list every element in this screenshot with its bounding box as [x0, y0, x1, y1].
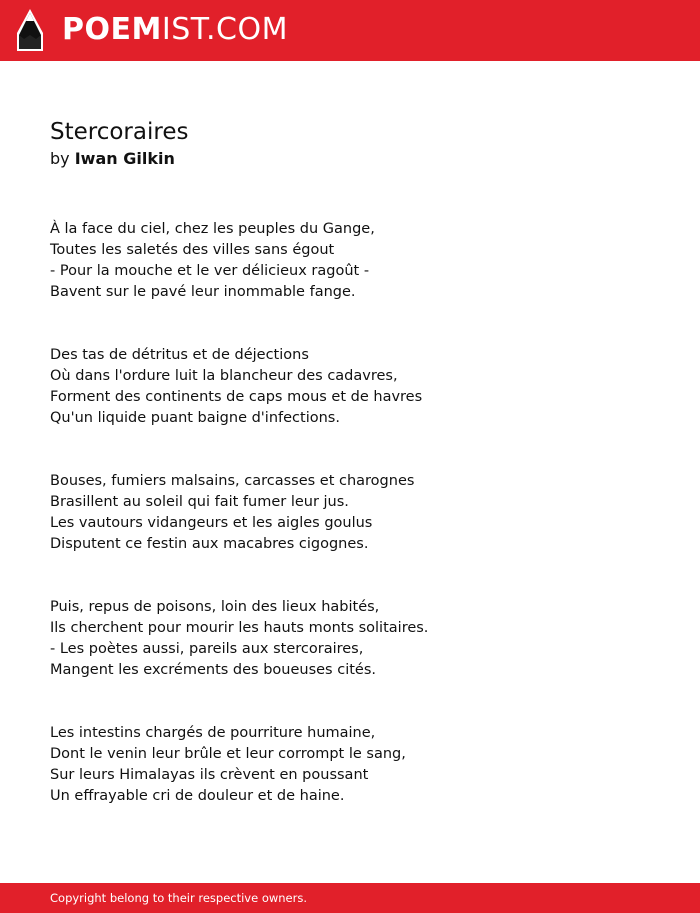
- stanza: [50, 723, 670, 807]
- poem-line: Ils cherchent pour mourir les hauts monts solitaires.: [50, 620, 429, 636]
- poem-line: Brasillent au soleil qui fait fumer leur jus.: [50, 494, 349, 510]
- poem-line: Toutes les saletés des villes sans égout: [50, 242, 335, 258]
- poem-line: Disputent ce festin aux macabres cigognes.: [50, 536, 369, 552]
- site-header: [0, 0, 700, 61]
- poem-line: Dont le venin leur brûle et leur corrompt le sang,: [50, 746, 406, 762]
- stanza: [50, 345, 670, 429]
- pencil-tip-icon[interactable]: [17, 9, 43, 51]
- poem-line: Les vautours vidangeurs et les aigles goulus: [50, 515, 373, 531]
- poem-line: Un effrayable cri de douleur et de haine.: [50, 788, 345, 804]
- poem-line: Mangent les excréments des boueuses cités.: [50, 662, 376, 678]
- site-logo[interactable]: [62, 12, 288, 48]
- poem-title: Stercoraires: [50, 119, 189, 145]
- poem-line: Bouses, fumiers malsains, carcasses et charognes: [50, 473, 415, 489]
- site-footer: [0, 883, 700, 913]
- author-name: Iwan Gilkin: [74, 149, 175, 168]
- brand-light: IST.COM: [161, 12, 288, 47]
- poem-line: Qu'un liquide puant baigne d'infections.: [50, 410, 340, 426]
- stanza: [50, 471, 670, 555]
- copyright-text: Copyright belong to their respective owners.: [50, 891, 308, 905]
- by-label: by: [50, 149, 70, 168]
- poem-line: Puis, repus de poisons, loin des lieux habités,: [50, 599, 380, 615]
- byline: [50, 148, 175, 170]
- poem-line: Bavent sur le pavé leur inommable fange.: [50, 284, 356, 300]
- poem-line: À la face du ciel, chez les peuples du Gange,: [50, 221, 375, 237]
- poem-body: [50, 219, 670, 849]
- stanza: [50, 597, 670, 681]
- poem-line: Forment des continents de caps mous et de havres: [50, 389, 423, 405]
- poem-line: - Pour la mouche et le ver délicieux ragoût -: [50, 263, 370, 279]
- poem-line: Où dans l'ordure luit la blancheur des cadavres,: [50, 368, 398, 384]
- poem-line: Sur leurs Himalayas ils crèvent en poussant: [50, 767, 369, 783]
- poem-line: Des tas de détritus et de déjections: [50, 347, 309, 363]
- poem-line: - Les poètes aussi, pareils aux stercoraires,: [50, 641, 364, 657]
- brand-bold: POEM: [62, 12, 162, 47]
- poem-line: Les intestins chargés de pourriture humaine,: [50, 725, 376, 741]
- stanza: [50, 219, 670, 303]
